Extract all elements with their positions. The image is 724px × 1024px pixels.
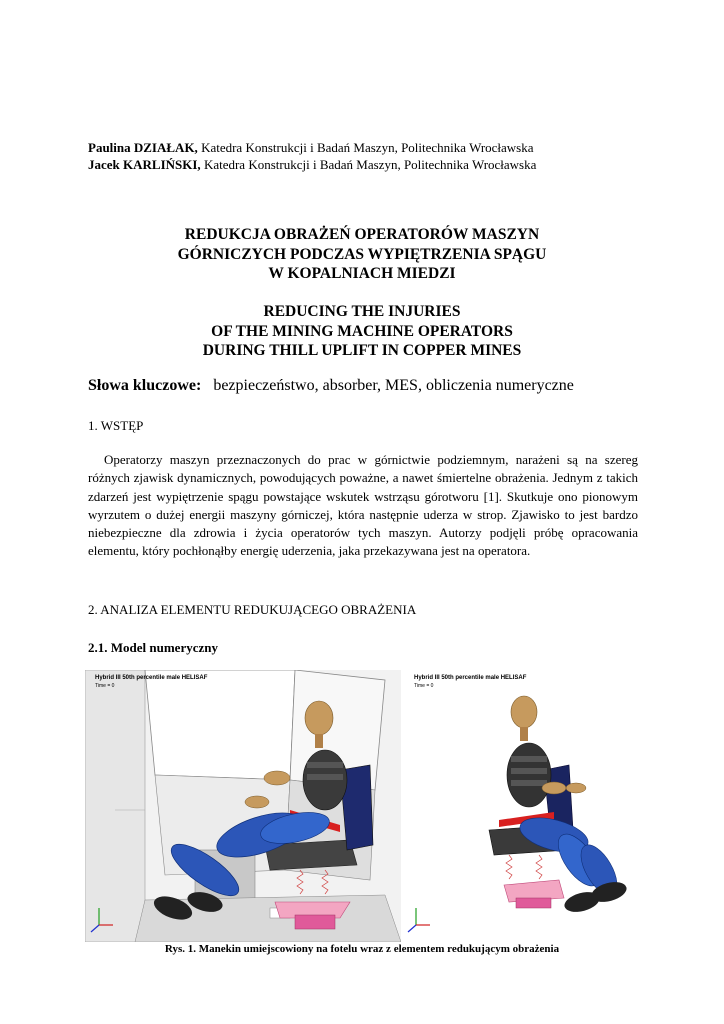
author-1-affiliation: Katedra Konstrukcji i Badań Maszyn, Politechnika Wrocławska (197, 140, 534, 155)
title-en-line: REDUCING THE INJURIES (263, 303, 461, 320)
keywords (88, 377, 574, 395)
title-pl-line: REDUKCJA OBRAŻEŃ OPERATORÓW MASZYN (184, 226, 540, 243)
title-en-line: DURING THILL UPLIFT IN COPPER MINES (202, 342, 522, 359)
subsection-heading-model: 2.1. Model numeryczny (88, 640, 218, 655)
author-2-affiliation: Katedra Konstrukcji i Badań Maszyn, Politechnika Wrocławska (200, 157, 537, 172)
section-heading-introduction: 1. WSTĘP (88, 418, 144, 433)
figure-left-label: Hybrid III 50th percentile male HELISAF (95, 675, 208, 681)
figure-right-time: Time = 0 (414, 683, 434, 689)
keywords-value: bezpieczeństwo, absorber, MES, obliczenia numeryczne (213, 377, 574, 394)
figure-left-time: Time = 0 (95, 683, 115, 689)
paragraph-introduction: Operatorzy maszyn przeznaczonych do prac w górnictwie podziemnym, narażeni są na szereg różnych zjawisk dynamicznych, powodujących poważne, a nawet śmiertelne obrażenia. Jednym z takich zdarzeń jest wypiętrzenie spągu powstające wskutek wstrząsu górotworu [1]. Skutkuje ono pionowym wyrzutem o dużej energii maszyny górniczej, która następnie uderza w strop. Zjawisko to jest bardzo niebezpieczne dla zdrowia i życia operatorów tych maszyn. Autorzy podjęli próbę opracowania elementu, który pochłonąłby energię uderzenia, jaka przekazywana jest na operatora. (88, 452, 638, 559)
author-1 (88, 139, 536, 156)
title-pl-line: W KOPALNIACH MIEDZI (268, 265, 456, 282)
figure-caption: Rys. 1. Manekin umiejscowiony na fotelu wraz z elementem redukującym obrażenia (164, 943, 560, 955)
title-polish (0, 225, 724, 284)
simulation-render-right (404, 670, 634, 942)
author-2 (88, 156, 536, 173)
author-1-name: Paulina DZIAŁAK, (88, 140, 198, 155)
title-en-line: OF THE MINING MACHINE OPERATORS (211, 322, 513, 340)
section-heading-analysis: 2. ANALIZA ELEMENTU REDUKUJĄCEGO OBRAŻENIA (88, 602, 417, 617)
keywords-label: Słowa kluczowe: (88, 377, 202, 394)
authors-block (88, 139, 536, 173)
author-2-name: Jacek KARLIŃSKI, (88, 157, 201, 172)
title-pl-line: GÓRNICZYCH PODCZAS WYPIĘTRZENIA SPĄGU (177, 245, 547, 263)
title-english (0, 302, 724, 361)
figure-right-simulation (404, 670, 634, 942)
figure-left-simulation (85, 670, 401, 942)
figure-right-label: Hybrid III 50th percentile male HELISAF (414, 675, 527, 681)
simulation-render-left (85, 670, 401, 942)
